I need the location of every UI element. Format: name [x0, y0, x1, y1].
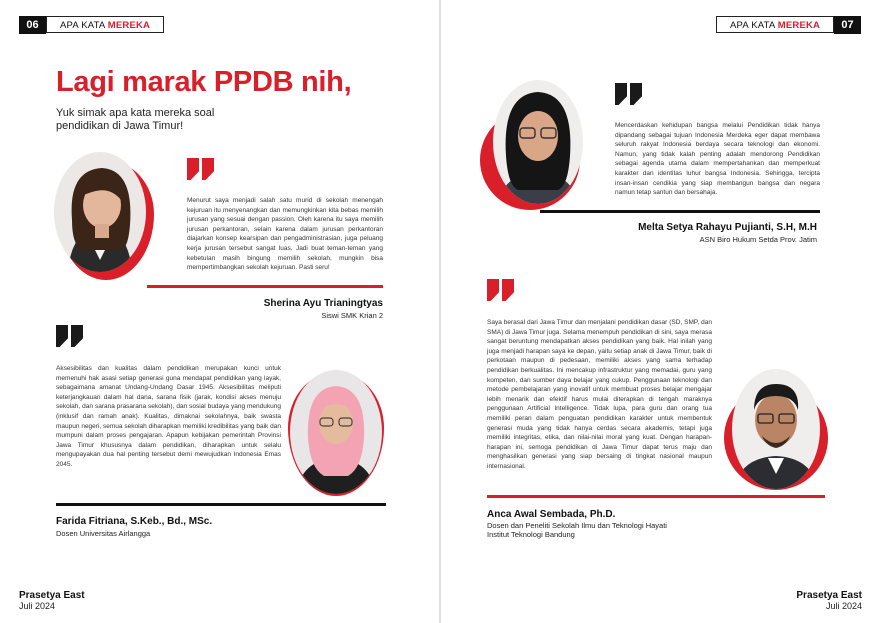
testimonial-text-anca: Saya berasal dari Jawa Timur dan menjalani pendidikan dasar (SD, SMP, dan SMA) di Jawa Timur juga. Selama menempuh pendidikan di sini, saya merasa sangat beruntung mendapatkan akses pendidikan yang baik. Hal inilah yang juga menjadi harapan saya ke depan, yaitu setiap anak di Jawa Timur, baik di perkotaan maupun di pedesaan, memiliki akses yang sama terhadap pendidikan berkualitas. Ini mencakup infrastruktur yang memadai, guru yang kompeten, dan sumber daya belajar yang cukup. Penggunaan teknologi dan metode pembelajaran yang inovatif untuk membuat proses belajar mengajar lebih menarik dan efektif harus mulai diterapkan di tengah maraknya penggunaan Artificial Intelligence. Tidak lupa, para guru dan orang tua memiliki peran dalam penguatan pendidikan karakter untuk membentuk generasi muda yang tidak hanya cerdas secara akademis, tetapi juga memiliki integritas, etika, dan nilai-nilai moral yang kuat. Dengan harapan-harapan ini, semoga pendidikan di Jawa Timur dapat terus maju dan menghasilkan generasi yang siap bersaing di tingkat nasional maupun internasional.: [487, 319, 712, 470]
person-role-sherina: Siswi SMK Krian 2: [321, 311, 383, 320]
subheadline-line-1: Yuk simak apa kata mereka soal: [56, 107, 215, 119]
section-header-highlight: MEREKA: [107, 20, 151, 31]
person-name-sherina: Sherina Ayu Trianingtyas: [263, 298, 383, 309]
person-role-anca: [487, 521, 667, 539]
subheadline-line-2: pendidikan di Jawa Timur!: [56, 120, 184, 132]
avatar-melta: [490, 78, 586, 206]
page-number-left: 06: [19, 16, 46, 34]
avatar-sherina: [50, 150, 150, 275]
subheadline: [56, 107, 286, 133]
person-name-melta: Melta Setya Rahayu Pujianti, S.H, M.H: [638, 222, 817, 233]
accent-line: [147, 285, 383, 288]
testimonial-text-melta: Mencerdaskan kehidupan bangsa melalui Pendidikan tidak hanya dipandang sebagai tujuan Indonesia Merdeka eger dapat membawa seluruh rakyat Indonesia berdaya secara teknologi dan ekonomi. Namun, yang tidak kalah penting adalah mendorong Pendidikan sebagai agenda utama dalam mempertahankan dan memperkuat karakter dan identitas luhur bangsa Indonesia. Sehingga, tercipta insan-insan cendikia yang siap membangun bangsa dan negara namun tetap santun dan bersahaja.: [615, 122, 820, 197]
quote-icon: [56, 325, 83, 347]
person-role-line-2: Institut Teknologi Bandung: [487, 530, 575, 539]
section-header-prefix: APA KATA: [730, 20, 778, 31]
testimonial-text-sherina: Menurut saya menjadi salah satu murid di sekolah menengah kejuruan itu menyenangkan dan memungkinkan kita bebas memilih jurusan yang sesuai dengan passion. Oleh karena itu saya memilih jurusan perkantoran, selain karena dalam jurusan perkantoran diajarkan konsep kearsipan dan pengadministrasian, juga peluang kerja jurusan tersebut sangat luas. Jadi buat teman-teman yang kebetulan masih bingung memilih sekolah, mungkin bisa mempertimbangkan sekolah kejuruan. Pasti seru!: [187, 197, 383, 272]
footer-date-left: Juli 2024: [19, 601, 56, 611]
section-header-highlight: MEREKA: [777, 20, 821, 31]
section-header-right: [716, 16, 834, 33]
avatar-farida: [286, 368, 386, 496]
person-role-farida: Dosen Universitas Airlangga: [56, 529, 151, 538]
page-spine: [439, 0, 441, 623]
person-name-farida: Farida Fitriana, S.Keb., Bd., MSc.: [56, 516, 213, 527]
footer-date-right: Juli 2024: [825, 601, 862, 611]
quote-icon: [487, 279, 514, 301]
headline: Lagi marak PPDB nih,: [56, 66, 352, 98]
accent-line: [56, 503, 386, 506]
person-role-melta: ASN Biro Hukum Setda Prov. Jatim: [699, 235, 817, 244]
quote-icon: [615, 83, 642, 105]
footer-title-right: Prasetya East: [796, 590, 862, 601]
accent-line: [487, 495, 825, 498]
testimonial-text-farida: Aksesibilitas dan kualitas dalam pendidikan merupakan kunci untuk memenuhi hak asasi setiap generasi guna mendapat pendidikan yang layak, sebagaimana amanat Undang-Undang Dasar 1945. Aksesibilitas meliputi keterjangkauan dalam hal dana, sarana fisik (jarak, kondisi akses menuju sekolah, dan sarana prasarana sekolah), dan sosial budaya yang mendukung (inklusif dan ramah anak). Kualitas, dimaknai sekolahnya, baik swasta maupun negeri, semua sekolah diharapkan memiliki kredibilitas yang baik dan mumpuni dalam proses pengajaran. Apapun kebijakan pemerintah Provinsi Jawa Timur khususnya dalam pendidikan, diharapkan untuk selalu mengupayakan dua hal penting tersebut demi mewujudkan Indonesia Emas 2045.: [56, 365, 281, 468]
accent-line: [540, 210, 820, 213]
person-role-line-1: Dosen dan Peneliti Sekolah Ilmu dan Teknologi Hayati: [487, 521, 667, 530]
section-header-left: [46, 16, 164, 33]
page-number-right: 07: [834, 16, 861, 34]
section-header-prefix: APA KATA: [60, 20, 108, 31]
quote-icon: [187, 158, 214, 180]
footer-title-left: Prasetya East: [19, 590, 85, 601]
person-name-anca: Anca Awal Sembada, Ph.D.: [487, 509, 616, 520]
avatar-anca: [728, 366, 824, 492]
